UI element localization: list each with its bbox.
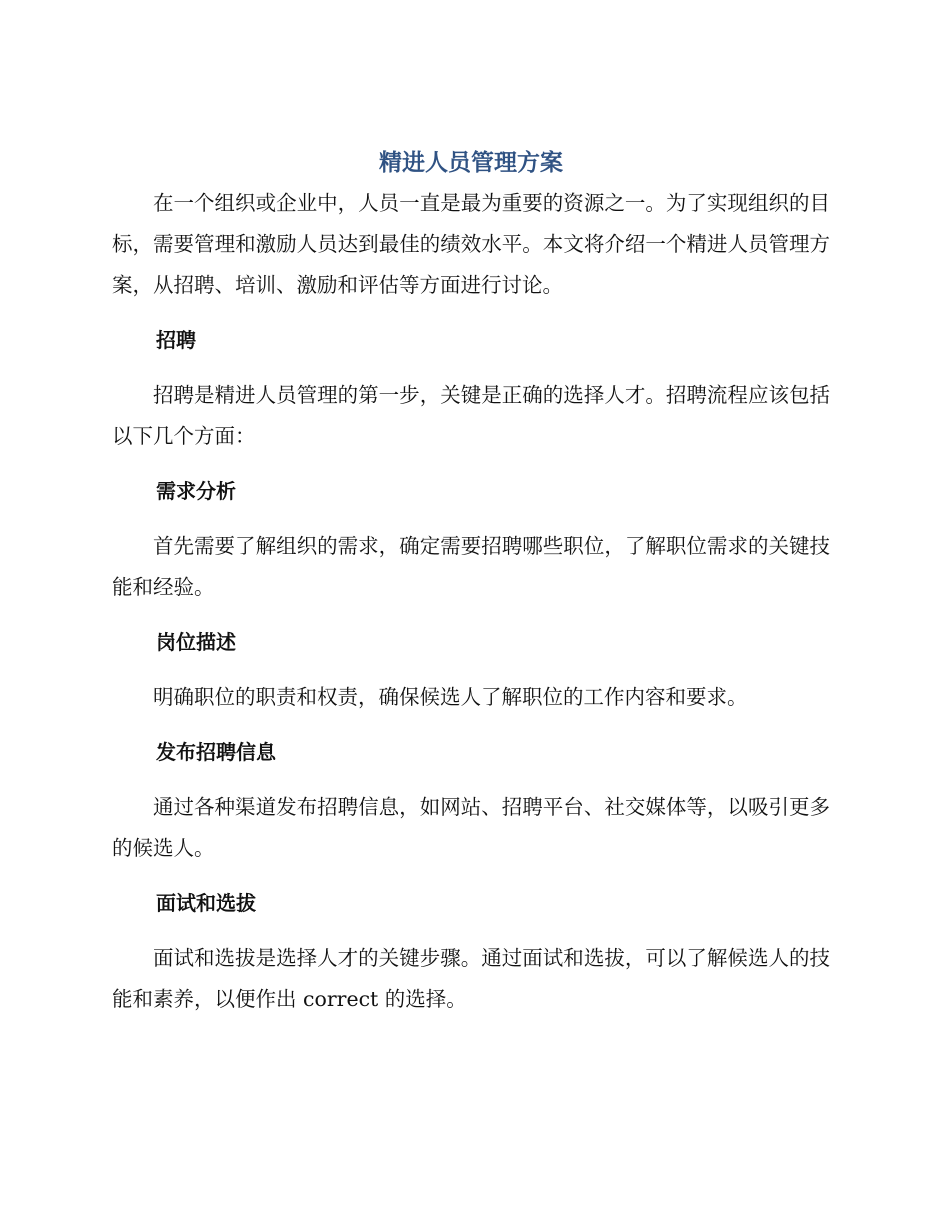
document-title: 精进人员管理方案	[379, 150, 563, 176]
section-heading-recruitment: 招聘	[156, 328, 196, 352]
section-paragraph-post-job-info: 通过各种渠道发布招聘信息，如网站、招聘平台、社交媒体等，以吸引更多的候选人。	[112, 795, 830, 860]
section-heading-needs-analysis: 需求分析	[156, 479, 236, 503]
document-page	[112, 145, 830, 1034]
intro-paragraph: 在一个组织或企业中，人员一直是最为重要的资源之一。为了实现组织的目标，需要管理和激励人员达到最佳的绩效水平。本文将介绍一个精进人员管理方案，从招聘、培训、激励和评估等方面进行讨论。	[112, 191, 830, 297]
section-heading-interview-selection: 面试和选拔	[156, 891, 256, 915]
section-paragraph-needs-analysis: 首先需要了解组织的需求，确定需要招聘哪些职位，了解职位需求的关键技能和经验。	[112, 534, 830, 599]
section-heading-post-job-info: 发布招聘信息	[156, 740, 276, 764]
section-paragraph-job-description: 明确职位的职责和权责，确保候选人了解职位的工作内容和要求。	[153, 685, 748, 709]
section-paragraph-recruitment: 招聘是精进人员管理的第一步，关键是正确的选择人才。招聘流程应该包括以下几个方面：	[112, 383, 830, 448]
section-heading-job-description: 岗位描述	[156, 630, 236, 654]
section-paragraph-interview-selection: 面试和选拔是选择人才的关键步骤。通过面试和选拔，可以了解候选人的技能和素养，以便作出 correct 的选择。	[112, 946, 830, 1011]
